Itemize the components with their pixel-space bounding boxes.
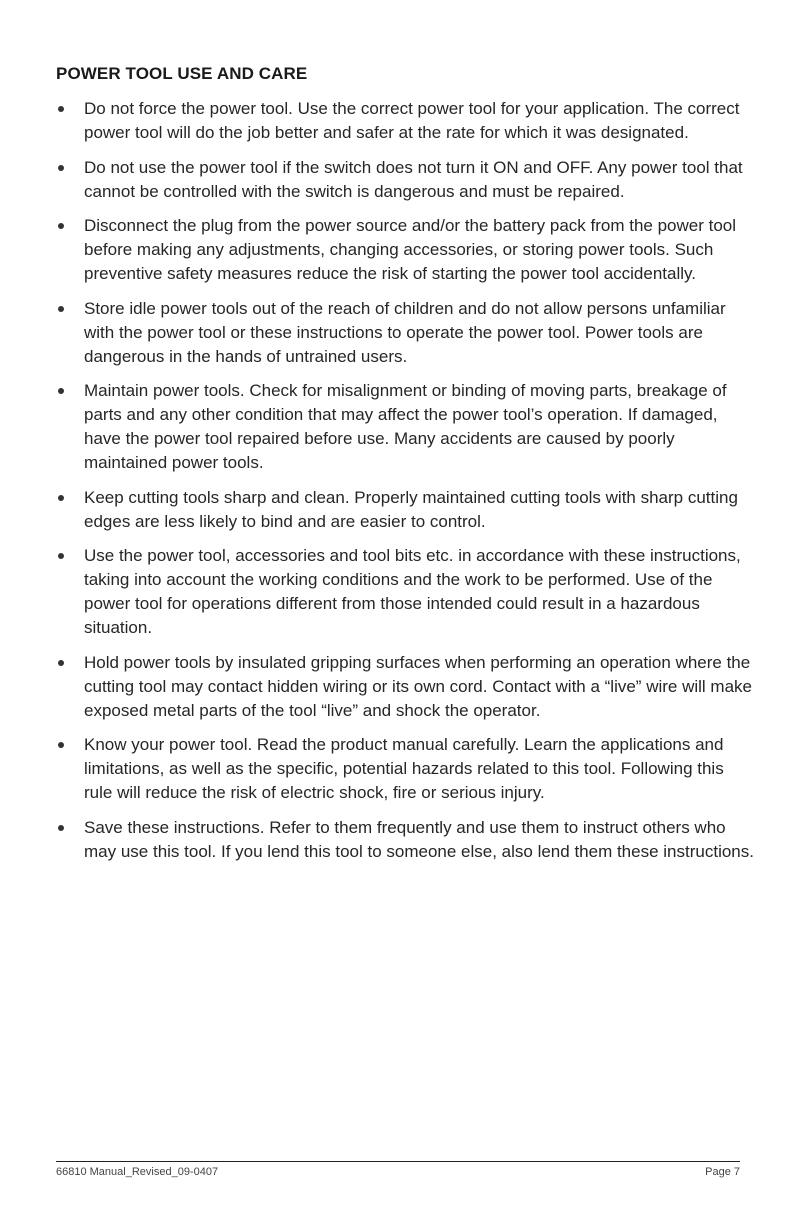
list-item	[56, 816, 756, 864]
list-item	[56, 214, 756, 286]
bullet-icon	[58, 165, 64, 171]
list-item	[56, 156, 756, 204]
bullet-icon	[58, 660, 64, 666]
list-item-text: Maintain power tools. Check for misalignment or binding of moving parts, breakage of parts and any other condition that may affect the power tool’s operation. If damaged, have the power tool repaired before use. Many accidents are caused by poorly maintained power tools.	[84, 381, 727, 472]
bullet-icon	[58, 495, 64, 501]
bullet-icon	[58, 106, 64, 112]
footer-document-id: 66810 Manual_Revised_09-0407	[56, 1166, 219, 1178]
list-item	[56, 544, 756, 640]
bullet-icon	[58, 742, 64, 748]
safety-bullet-list	[56, 97, 756, 874]
list-item	[56, 486, 756, 534]
list-item-text: Disconnect the plug from the power source and/or the battery pack from the power tool before making any adjustments, changing accessories, or storing power tools. Such preventive safety measures reduce the risk of starting the power tool accidentally.	[84, 216, 737, 283]
bullet-icon	[58, 553, 64, 559]
list-item-text: Know your power tool. Read the product manual carefully. Learn the applications and limitations, as well as the specific, potential hazards related to this tool. Following this rule will reduce the risk of electric shock, fire or serious injury.	[84, 735, 724, 802]
list-item-text: Hold power tools by insulated gripping surfaces when performing an operation where the cutting tool may contact hidden wiring or its own cord. Contact with a “live” wire will make exposed metal parts of the tool “live” and shock the operator.	[84, 652, 752, 720]
bullet-icon	[58, 388, 64, 394]
list-item-text: Do not use the power tool if the switch does not turn it ON and OFF. Any power tool that cannot be controlled with the switch is dangerous and must be repaired.	[84, 157, 743, 201]
bullet-icon	[58, 223, 64, 229]
list-item-text: Store idle power tools out of the reach of children and do not allow persons unfamiliar with the power tool or these instructions to operate the power tool. Power tools are dangerous in the hands of untrained users.	[84, 298, 726, 366]
section-heading: POWER TOOL USE AND CARE	[56, 64, 308, 83]
list-item	[56, 651, 756, 723]
list-item	[56, 97, 756, 145]
bullet-icon	[58, 825, 64, 831]
list-item-text: Keep cutting tools sharp and clean. Properly maintained cutting tools with sharp cutting edges are less likely to bind and are easier to control.	[84, 487, 738, 531]
list-item	[56, 733, 756, 805]
bullet-icon	[58, 306, 64, 312]
footer-divider	[56, 1161, 740, 1162]
list-item-text: Do not force the power tool. Use the correct power tool for your application. The correct power tool will do the job better and safer at the rate for which it was designated.	[84, 99, 740, 142]
list-item	[56, 297, 756, 369]
list-item-text: Save these instructions. Refer to them frequently and use them to instruct others who may use this tool. If you lend this tool to someone else, also lend them these instructions.	[84, 817, 754, 861]
footer-page-number: Page 7	[705, 1166, 740, 1178]
list-item	[56, 379, 756, 475]
list-item-text: Use the power tool, accessories and tool bits etc. in accordance with these instructions, taking into account the working conditions and the work to be performed. Use of the power tool for operations different from those intended could result in a hazardous situation.	[84, 546, 741, 637]
